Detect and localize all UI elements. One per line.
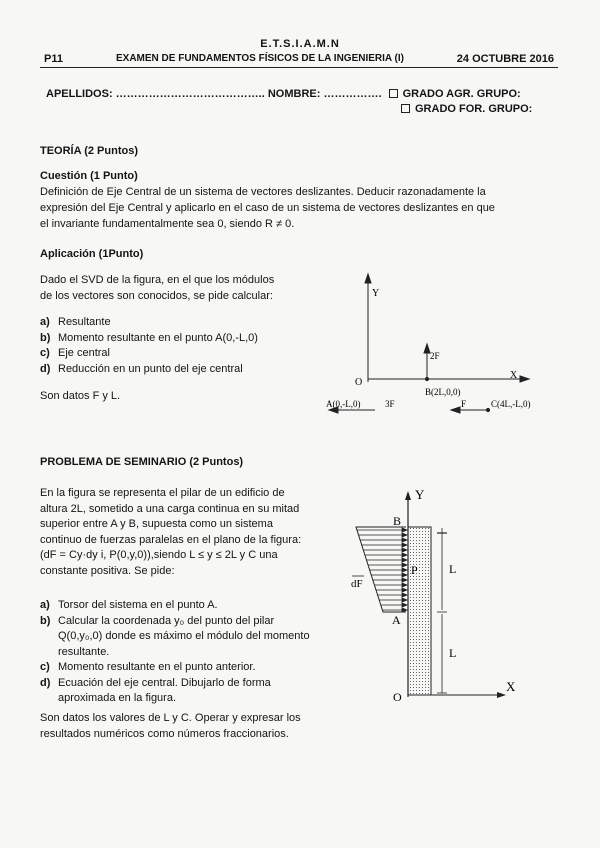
application-line: Dado el SVD de la figura, en el que los módulos xyxy=(40,274,275,286)
grado-for-label: GRADO FOR. GRUPO: xyxy=(415,103,533,115)
fig2-b-label: B xyxy=(393,514,402,528)
item-letter: b) xyxy=(40,331,51,344)
list-item xyxy=(40,691,370,707)
fig1-point-b-label: B(2L,0,0) xyxy=(425,387,461,397)
problem-title: PROBLEMA DE SEMINARIO (2 Puntos) xyxy=(40,456,244,468)
list-item xyxy=(40,346,258,362)
fig2-y-label: Y xyxy=(415,487,425,502)
grado-agr-label: GRADO AGR. GRUPO: xyxy=(402,88,521,100)
fig1-3f-label: 3F xyxy=(385,399,395,409)
load-arrowhead xyxy=(402,558,407,562)
load-arrowhead xyxy=(402,538,407,542)
load-arrowhead xyxy=(402,593,407,597)
exam-title: EXAMEN DE FUNDAMENTOS FÍSICOS DE LA INGENIERIA (I) xyxy=(116,53,404,64)
fig1-f-label: F xyxy=(461,399,467,409)
list-item xyxy=(40,660,370,676)
load-arrowhead xyxy=(402,578,407,582)
problem-line: superior entre A y B, supuesta como un sistema xyxy=(40,518,273,531)
fig2-l-lower-label: L xyxy=(449,646,457,660)
fig2-df-label: dF xyxy=(351,578,363,590)
x-axis-arrowhead xyxy=(497,692,506,698)
list-item xyxy=(40,331,258,347)
list-item xyxy=(40,598,370,614)
load-arrowhead xyxy=(402,608,407,612)
fig1-origin-label: O xyxy=(355,377,363,388)
exam-date: 24 OCTUBRE 2016 xyxy=(456,53,554,65)
fig2-o-label: O xyxy=(393,690,402,704)
load-arrowhead xyxy=(402,583,407,587)
grado-agr-checkbox-group xyxy=(389,88,521,100)
item-letter: a) xyxy=(40,316,50,328)
list-item xyxy=(40,645,370,661)
load-arrowhead xyxy=(402,533,407,537)
application-items xyxy=(40,315,258,377)
problem-footer-line: Son datos los valores de L y C. Operar y expresar los xyxy=(40,712,301,724)
item-text: Torsor del sistema en el punto A. xyxy=(58,599,218,611)
item-text: Ecuación del eje central. Dibujarlo de forma xyxy=(58,676,271,689)
load-arrowhead xyxy=(402,548,407,552)
load-arrowhead xyxy=(402,603,407,607)
item-letter: a) xyxy=(40,599,50,611)
student-name-fields xyxy=(46,88,521,100)
problem-line: En la figura se representa el pilar de un edificio de xyxy=(40,487,285,499)
load-arrowhead xyxy=(402,563,407,567)
item-text: Momento resultante en el punto anterior. xyxy=(58,661,256,673)
y-axis-arrowhead xyxy=(365,274,371,283)
problem-items xyxy=(40,598,370,707)
item-text: Eje central xyxy=(58,347,110,359)
load-arrowhead xyxy=(402,598,407,602)
fig1-y-label: Y xyxy=(372,288,380,299)
exam-code: P11 xyxy=(44,53,63,65)
problem-line: continuo de fuerzas paralelas en el plano de la figura: xyxy=(40,533,302,546)
item-text: Reducción en un punto del eje central xyxy=(58,362,243,375)
item-letter: d) xyxy=(40,362,51,375)
pillar-figure xyxy=(340,485,525,710)
x-axis-arrowhead xyxy=(520,376,529,382)
load-arrowhead xyxy=(402,553,407,557)
item-text: resultante. xyxy=(58,645,110,658)
load-arrowhead xyxy=(402,588,407,592)
fig1-2f-label: 2F xyxy=(430,351,440,361)
question-line: Definición de Eje Central de un sistema de vectores deslizantes. Deducir razonadamente la xyxy=(40,186,486,198)
application-line: de los vectores son conocidos, se pide calcular: xyxy=(40,290,273,302)
question-line: el invariante fundamentalmente sea 0, siendo R ≠ 0. xyxy=(40,218,295,230)
item-text: Resultante xyxy=(58,316,111,328)
list-item xyxy=(40,315,258,331)
item-letter: b) xyxy=(40,614,51,627)
point-b-dot xyxy=(425,377,428,380)
problem-footer xyxy=(40,711,370,742)
grado-agr-checkbox[interactable] xyxy=(389,89,398,98)
item-text: Q(0,y₀,0) donde es máximo el módulo del momento xyxy=(58,630,310,642)
theory-title: TEORÍA (2 Puntos) xyxy=(40,145,138,157)
list-item xyxy=(40,362,258,378)
load-arrowhead xyxy=(402,528,407,532)
question-title: Cuestión (1 Punto) xyxy=(40,170,138,182)
list-item xyxy=(40,614,370,630)
fig2-p-label: P xyxy=(411,563,418,577)
item-letter: c) xyxy=(40,347,50,359)
load-arrowhead xyxy=(402,543,407,547)
fig2-x-label: X xyxy=(506,679,516,694)
question-text xyxy=(40,184,555,232)
problem-footer-line: resultados numéricos como números fraccionarios. xyxy=(40,727,289,740)
application-text xyxy=(40,272,274,304)
application-title: Aplicación (1Punto) xyxy=(40,248,144,260)
load-arrowhead xyxy=(402,568,407,572)
fig1-point-a-label: A(0,-L,0) xyxy=(326,399,361,409)
fig1-point-c-label: C(4L,-L,0) xyxy=(491,399,531,409)
pillar xyxy=(408,527,431,695)
question-line: expresión del Eje Central y aplicarlo en el caso de un sistema de vectores deslizantes en que xyxy=(40,202,495,214)
fig2-a-label: A xyxy=(392,613,401,627)
problem-text xyxy=(40,486,370,580)
y-axis-arrowhead xyxy=(405,491,411,500)
problem-line: constante positiva. Se pide: xyxy=(40,564,175,577)
problem-line: altura 2L, sometido a una carga continua en su mitad xyxy=(40,502,300,515)
list-item xyxy=(40,629,370,645)
problem-line: (dF = Cy·dy i, P(0,y,0)),siendo L ≤ y ≤ 2L y C una xyxy=(40,549,278,562)
item-text: Momento resultante en el punto A(0,-L,0) xyxy=(58,331,258,344)
vector-f-arrowhead xyxy=(451,407,460,413)
list-item xyxy=(40,676,370,692)
grado-for-checkbox-group xyxy=(401,103,532,115)
point-c-dot xyxy=(486,408,489,411)
fig1-x-label: X xyxy=(510,370,518,381)
load-arrowhead xyxy=(402,573,407,577)
school-name: E.T.S.I.A.M.N xyxy=(260,38,340,50)
fig2-l-upper-label: L xyxy=(449,562,457,576)
apellidos-nombre-field[interactable]: APELLIDOS: ………………………………….. NOMBRE: ……………. xyxy=(46,88,382,100)
item-text: aproximada en la figura. xyxy=(58,692,177,704)
svd-figure xyxy=(315,270,560,420)
item-text: Calcular la coordenada y₀ del punto del pilar xyxy=(58,614,275,627)
data-note: Son datos F y L. xyxy=(40,390,121,402)
item-letter: c) xyxy=(40,661,50,673)
header-divider xyxy=(40,67,558,68)
load-arrows xyxy=(357,528,407,612)
item-letter: d) xyxy=(40,676,51,689)
grado-for-checkbox[interactable] xyxy=(401,104,410,113)
